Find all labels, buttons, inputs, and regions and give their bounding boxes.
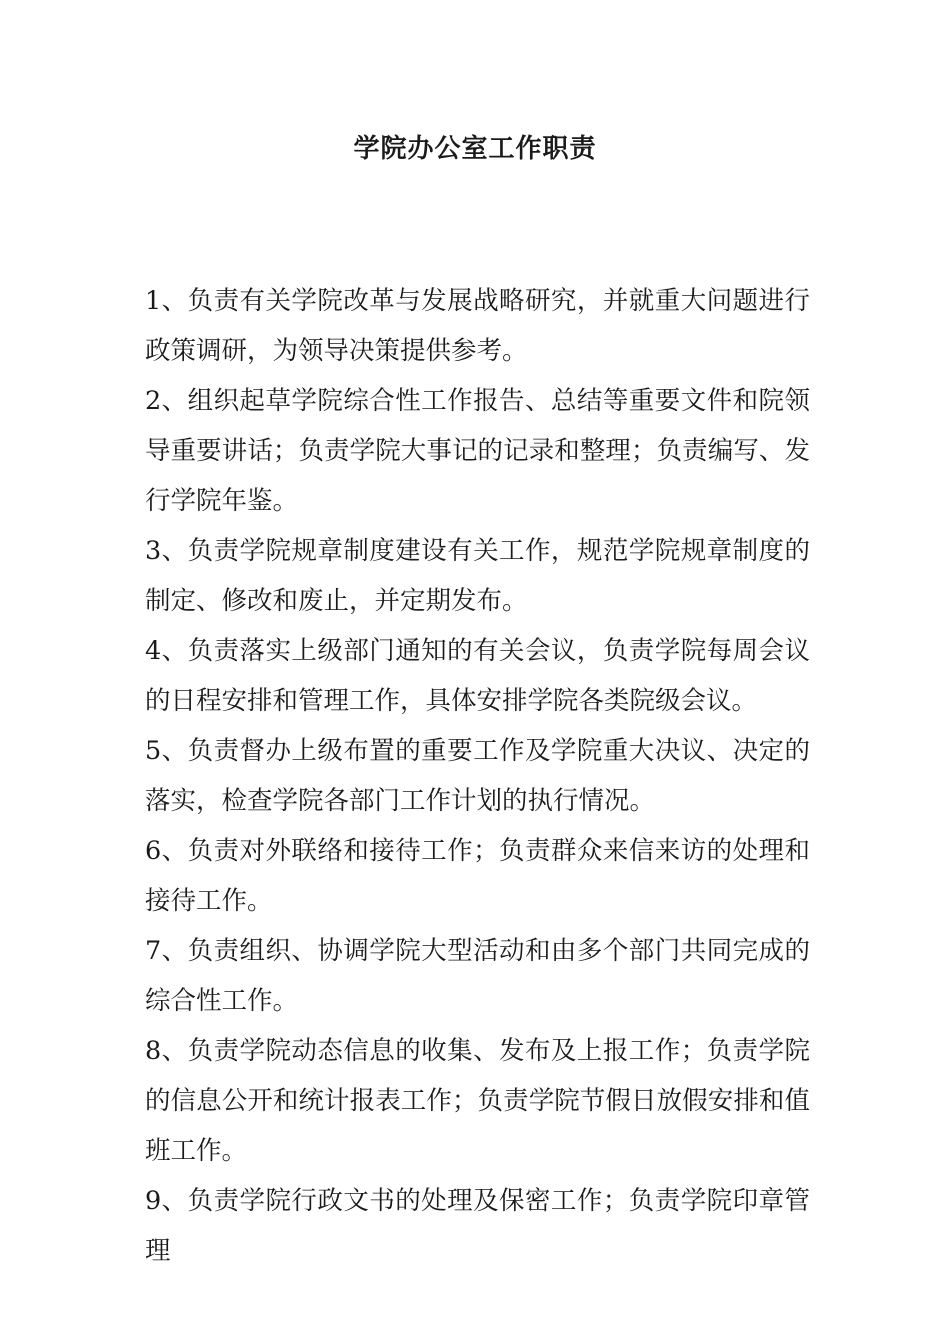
document-body bbox=[145, 276, 810, 1276]
clause-3: 3、负责学院规章制度建设有关工作，规范学院规章制度的制定、修改和废止，并定期发布。 bbox=[145, 536, 810, 616]
clause-8: 8、负责学院动态信息的收集、发布及上报工作；负责学院的信息公开和统计报表工作；负责学院节假日放假安排和值班工作。 bbox=[145, 1036, 810, 1166]
document-title: 学院办公室工作职责 bbox=[353, 134, 597, 164]
clause-2: 2、组织起草学院综合性工作报告、总结等重要文件和院领导重要讲话；负责学院大事记的记录和整理；负责编写、发行学院年鉴。 bbox=[145, 386, 810, 516]
clause-7: 7、负责组织、协调学院大型活动和由多个部门共同完成的综合性工作。 bbox=[145, 936, 810, 1016]
clause-1: 1、负责有关学院改革与发展战略研究，并就重大问题进行政策调研，为领导决策提供参考。 bbox=[145, 286, 810, 366]
clause-4: 4、负责落实上级部门通知的有关会议，负责学院每周会议的日程安排和管理工作，具体安排学院各类院级会议。 bbox=[145, 636, 810, 716]
clause-6: 6、负责对外联络和接待工作；负责群众来信来访的处理和接待工作。 bbox=[145, 836, 810, 916]
clause-9: 9、负责学院行政文书的处理及保密工作；负责学院印章管理 bbox=[145, 1186, 810, 1266]
clause-5: 5、负责督办上级布置的重要工作及学院重大决议、决定的落实，检查学院各部门工作计划的执行情况。 bbox=[145, 736, 810, 816]
